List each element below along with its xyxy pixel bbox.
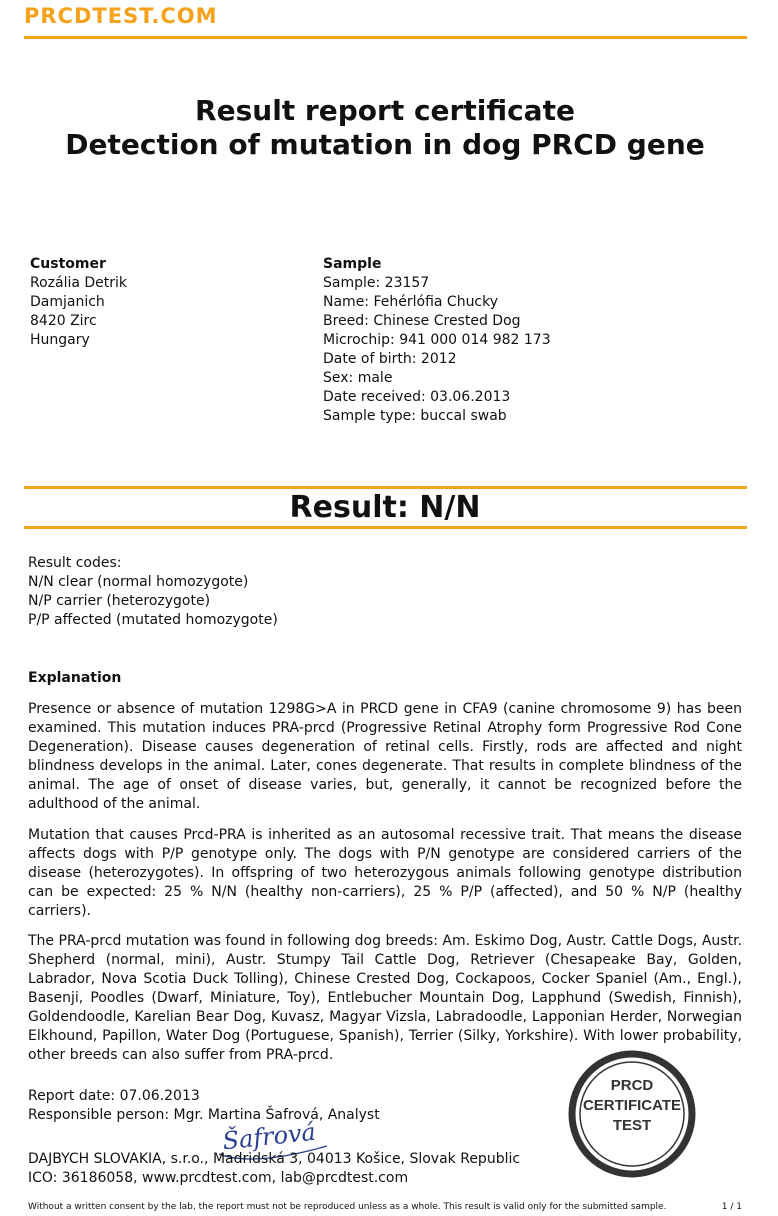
explanation-paragraph: Presence or absence of mutation 1298G>A in PRCD gene in CFA9 (canine chromosome 9) has been examined. This mutation induces PRA-prcd (Progressive Retinal Atrophy form Progressive Rod Cone Degeneration). Disease causes degeneration of retinal cells. Firstly, rods are affected and night blindness develops in the animal. Later, cones degenerate. That results in complete blindness of the animal. The age of onset of disease varies, but, generally, it cannot be recognized before the adulthood of the animal. [28,701,742,812]
sample-line: Date of birth: 2012 [323,351,457,367]
stamp-line: PRCD [610,1077,654,1094]
explanation-heading: Explanation [28,670,122,686]
result-codes [28,554,278,630]
result-codes-heading: Result codes: [28,555,122,571]
company-info [28,1150,520,1188]
sample-line: Sample type: buccal swab [323,408,507,424]
result-code-line: N/P carrier (heterozygote) [28,593,211,609]
customer-heading: Customer [30,256,106,272]
customer-line: Damjanich [30,294,105,310]
result-code-line: P/P affected (mutated homozygote) [28,612,278,628]
explanation-paragraph: Mutation that causes Prcd-PRA is inherited as an autosomal recessive trait. That means the disease affects dogs with P/P genotype only. The dogs with P/N genotype are considered carriers of the disease (heterozygotes). In offspring of two heterozygous animals following genotype distribution can be expected: 25 % N/N (healthy non-carriers), 25 % P/P (affected), and 50 % N/P (healthy carriers). [28,827,742,919]
signature-text: Šafrová [221,1117,318,1156]
explanation-paragraph: The PRA-prcd mutation was found in following dog breeds: Am. Eskimo Dog, Austr. Cattle Dogs, Austr. Shepherd (normal, mini), Austr. Stumpy Tail Cattle Dog, Retriever (Chesapeake Bay, Golden, Labrador, Nova Scotia Duck Tolling), Chinese Crested Dog, Cockapoos, Cocker Spaniel (Am., Engl.), Basenji, Poodles (Dwarf, Miniature, Toy), Entlebucher Mountain Dog, Lapphund (Swedish, Finnish), Goldendoodle, Karelian Bear Dog, Kuvasz, Magyar Vizsla, Labradoodle, Lapponian Herder, Norwegian Elkhound, Papillon, Water Dog (Portuguese, Spanish), Terrier (Silky, Yorkshire). With lower probability, other breeds can also suffer from PRA-prcd. [28,933,742,1063]
result-value: Result: N/N [289,490,481,525]
customer-line: Rozália Detrik [30,275,128,291]
customer-line: 8420 Zirc [30,313,97,329]
responsible-person: Responsible person: Mgr. Martina Šafrová, Analyst [28,1107,380,1123]
sample-line: Date received: 03.06.2013 [323,389,511,405]
site-logo: PRCDTEST.COM [24,4,218,28]
page-subtitle: Detection of mutation in dog PRCD gene [65,128,705,161]
sample-line: Sex: male [323,370,393,386]
sample-line: Sample: 23157 [323,275,430,291]
result-bottom-divider [24,526,747,529]
sample-block [323,255,551,426]
customer-block [30,255,127,350]
footer-disclaimer: Without a written consent by the lab, the report must not be reproduced unless as a whole. This result is valid only for the submitted sample. [28,1202,667,1212]
report-date: Report date: 07.06.2013 [28,1088,200,1104]
certificate-stamp [568,1050,696,1178]
header-divider [24,36,747,39]
sample-line: Name: Fehérlófia Chucky [323,294,499,310]
company-address: DAJBYCH SLOVAKIA, s.r.o., Madridská 3, 04013 Košice, Slovak Republic [28,1151,521,1167]
sample-line: Microchip: 941 000 014 982 173 [323,332,551,348]
sample-heading: Sample [323,256,382,272]
page-number: 1 / 1 [721,1202,742,1212]
company-contact: ICO: 36186058, www.prcdtest.com, lab@prcdtest.com [28,1170,409,1186]
sample-line: Breed: Chinese Crested Dog [323,313,521,329]
page-title: Result report certificate [195,94,575,127]
result-code-line: N/N clear (normal homozygote) [28,574,249,590]
page-footer [28,1202,742,1213]
customer-line: Hungary [30,332,90,348]
stamp-line: TEST [612,1117,652,1134]
result-top-divider [24,486,747,489]
stamp-line: CERTIFICATE [582,1097,682,1114]
